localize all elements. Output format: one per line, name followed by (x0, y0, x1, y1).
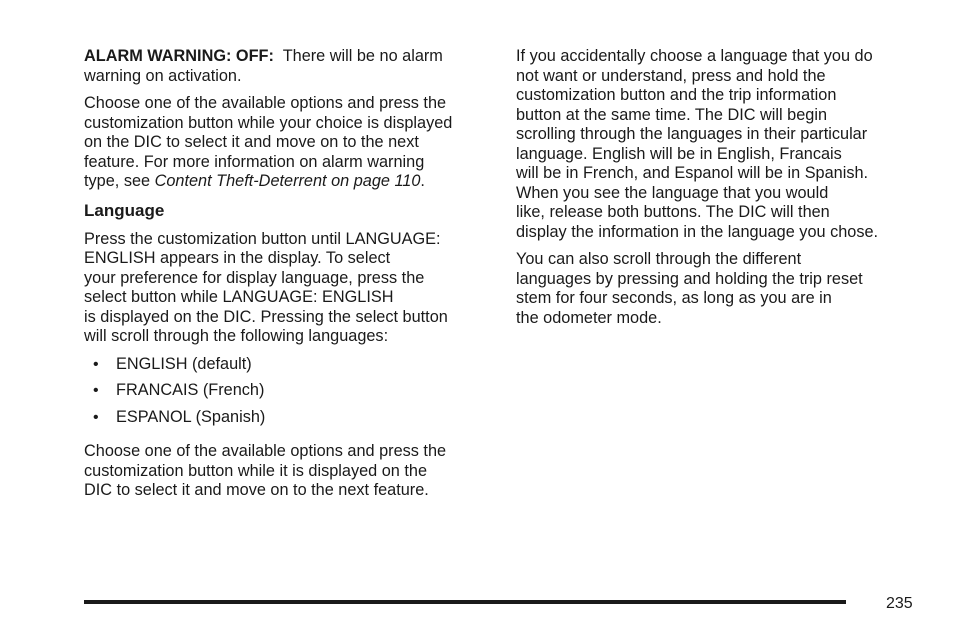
page-number: 235 (886, 595, 913, 612)
right-column (516, 47, 918, 336)
language-heading: Language (84, 200, 165, 220)
left-column (84, 47, 490, 509)
footer-rule (84, 600, 846, 604)
choose-alarm-paragraph: Choose one of the available options and press the customization button while your choice is displayed on the DIC to select it and move on to the next feature. For more information on alarm warning type, see Content Theft-Deterrent on page 110. (84, 94, 453, 190)
press-customization-paragraph: Press the customization button until LANGUAGE: ENGLISH appears in the display. To select your preference for display language, press the select button while LANGUAGE: ENGLISH is displayed on the DIC. Pressing the select button will scroll through the following languages: (84, 229, 448, 345)
alarm-warning-paragraph (84, 47, 490, 86)
cross-reference-link: Content Theft-Deterrent on page 110 (154, 172, 421, 190)
alarm-warning-text: There will be no alarm (282, 47, 443, 65)
bullet-icon: • (93, 408, 99, 426)
list-item: • ESPANOL (Spanish) (93, 407, 266, 426)
language-list (84, 355, 490, 435)
alarm-warning-text-2: warning on activation. (84, 66, 242, 85)
accidental-choice-paragraph: If you accidentally choose a language that you do not want or understand, press and hold the customization button and the trip information button at the same time. The DIC will begin scrolling through the languages in their particular language. English will be in English, Francais will be in French, and Espanol will be in Spanish. When you see the language that you would like, release both buttons. The DIC will then display the information in the language you chose. (516, 47, 879, 241)
scroll-languages-paragraph: You can also scroll through the different languages by pressing and holding the trip reset stem for four seconds, as long as you are in the odometer mode. (516, 250, 863, 327)
alarm-warning-label: ALARM WARNING: OFF: (84, 47, 274, 65)
list-item: • FRANCAIS (French) (93, 381, 265, 399)
list-item: • ENGLISH (default) (93, 354, 252, 373)
bullet-icon: • (93, 382, 99, 399)
choose-language-paragraph: Choose one of the available options and press the customization button while it is displayed on the DIC to select it and move on to the next feature. (84, 442, 447, 499)
bullet-icon: • (93, 355, 99, 373)
